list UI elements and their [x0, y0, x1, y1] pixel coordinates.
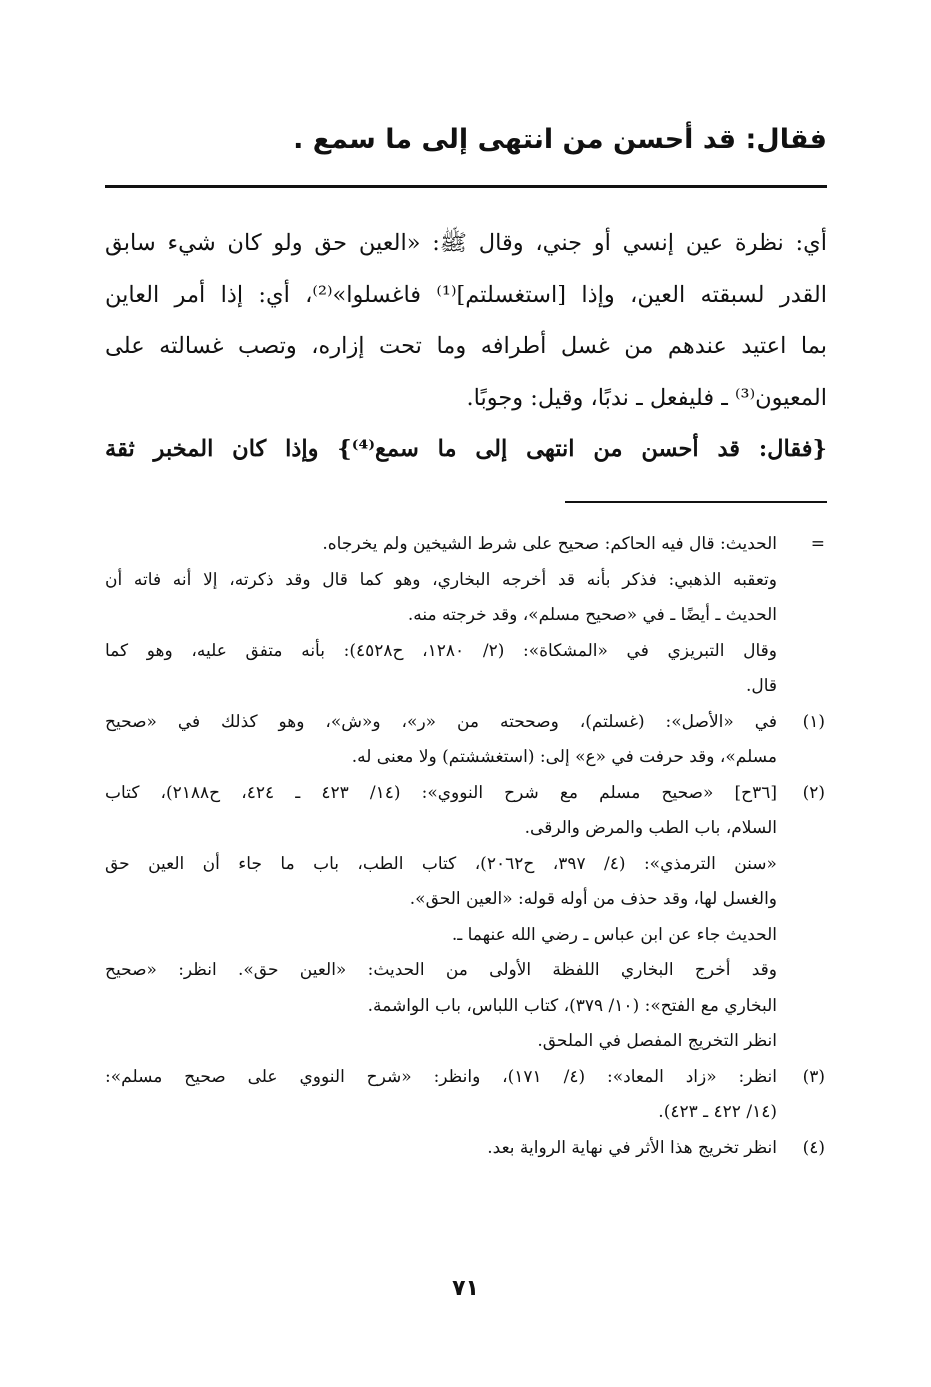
- footnote-line: مسلم»، وقد حرفت في «ع» إلى: (استغششتم) ولا معنى له.: [351, 747, 777, 767]
- footnote-paragraph: [105, 953, 827, 1024]
- footnote-4: [105, 1131, 827, 1167]
- footnote-number: (٤): [802, 1137, 825, 1158]
- footnote-paragraph: [105, 563, 827, 634]
- footnote-line: الحديث: قال فيه الحاكم: صحيح على شرط الشيخين ولم يخرجاه.: [322, 534, 777, 554]
- footnote-line: البخاري مع الفتح»: (١٠/ ٣٧٩)، كتاب اللباس، باب الواشمة.: [367, 995, 777, 1016]
- footnote-line: السلام، باب الطب والمرض والرقى.: [524, 818, 777, 838]
- footnote-line: وقد أخرج البخاري اللفظة الأولى من الحديث: «العين حق». انظر: «صحيح: [105, 960, 777, 980]
- footnote-line: انظر تخريج هذا الأثر في نهاية الرواية بعد.: [487, 1137, 777, 1158]
- main-text: [105, 218, 827, 476]
- footnote-3: [105, 1060, 827, 1131]
- footnote-number: [777, 1024, 827, 1060]
- footnote-2: [105, 776, 827, 847]
- footnotes: [105, 527, 827, 1166]
- footnote-line: انظر: «زاد المعاد»: (٤/ ١٧١)، وانظر: «شرح النووي على صحيح مسلم»:: [105, 1066, 777, 1087]
- header-divider: [105, 185, 827, 188]
- footnote-line: انظر التخريج المفصل في الملحق.: [537, 1031, 777, 1051]
- body-line: أي: نظرة عين إنسي أو جني، وقال ﷺ: «العين حق ولو كان شيء سابق: [105, 230, 827, 256]
- page-header-quote: فقال: قد أحسن من انتهى إلى ما سمع .: [293, 124, 827, 155]
- footnote-paragraph: [105, 1024, 827, 1060]
- footnote-number: (١): [802, 711, 825, 732]
- body-line: المعيون⁽³⁾ ـ فليفعل ـ ندبًا، وقيل: وجوبًا.: [466, 384, 827, 411]
- page-number: ٧١: [452, 1276, 479, 1301]
- footnote-line: وتعقبه الذهبي: فذكر بأنه قد أخرجه البخاري، وهو كما قال وقد ذكرته، إلا أنه فاته أن: [105, 569, 777, 590]
- footnote-paragraph: [105, 918, 827, 954]
- footnote-line: الحديث ـ أيضًا ـ في «صحيح مسلم»، وقد خرجته منه.: [407, 605, 777, 625]
- footnote-line: [٣٦ح] «صحيح مسلم مع شرح النووي»: (١٤/ ٤٢٣ ـ ٤٢٤، ح٢١٨٨)، كتاب: [105, 782, 777, 803]
- footnote-line: في «الأصل»: (غسلتم)، وصححته من «ر»، و«ش»، وهو كذلك في «صحيح: [105, 711, 777, 732]
- footnote-line: الحديث جاء عن ابن عباس ـ رضي الله عنهما ـ.: [451, 924, 777, 945]
- footnote-line: وقال التبريزي في «المشكاة»: (٢/ ١٢٨٠، ح٤٥٢٨): بأنه متفق عليه، وهو كما: [105, 640, 777, 661]
- footnote-number: [777, 563, 827, 634]
- footnote-number: (٣): [802, 1066, 825, 1087]
- footnote-line: والغسل لها، وقد حذف من أوله قوله: «العين الحق».: [409, 889, 777, 909]
- footnote-divider: [565, 501, 827, 503]
- footnote-number: =: [810, 534, 825, 554]
- footnote-number: [777, 847, 827, 918]
- footnote-continuation: [105, 527, 827, 563]
- footnote-line: (١٤/ ٤٢٢ ـ ٤٢٣).: [658, 1102, 777, 1122]
- footnote-line: «سنن الترمذي»: (٤/ ٣٩٧، ح٢٠٦٢)، كتاب الطب، باب ما جاء أن العين حق: [105, 853, 777, 874]
- footnote-number: [777, 918, 827, 954]
- footnote-paragraph: [105, 634, 827, 705]
- footnote-1: [105, 705, 827, 776]
- footnote-number: (٢): [802, 782, 825, 803]
- footnote-line: قال.: [745, 676, 777, 696]
- footnote-number: [777, 953, 827, 1024]
- footnote-number: [777, 634, 827, 705]
- footnote-paragraph: [105, 847, 827, 918]
- body-line: القدر لسبقته العين، وإذا [استغسلتم]⁽¹⁾ فاغسلوا»⁽²⁾، أي: إذا أمر العاين: [105, 281, 827, 308]
- body-line-quote: {فقال: قد أحسن من انتهى إلى ما سمع⁽⁴⁾} وإذا كان المخبر ثقة: [105, 436, 827, 462]
- body-line: بما اعتيد عندهم من غسل أطرافه وما تحت إزاره، وتصب غسالته على: [105, 333, 827, 359]
